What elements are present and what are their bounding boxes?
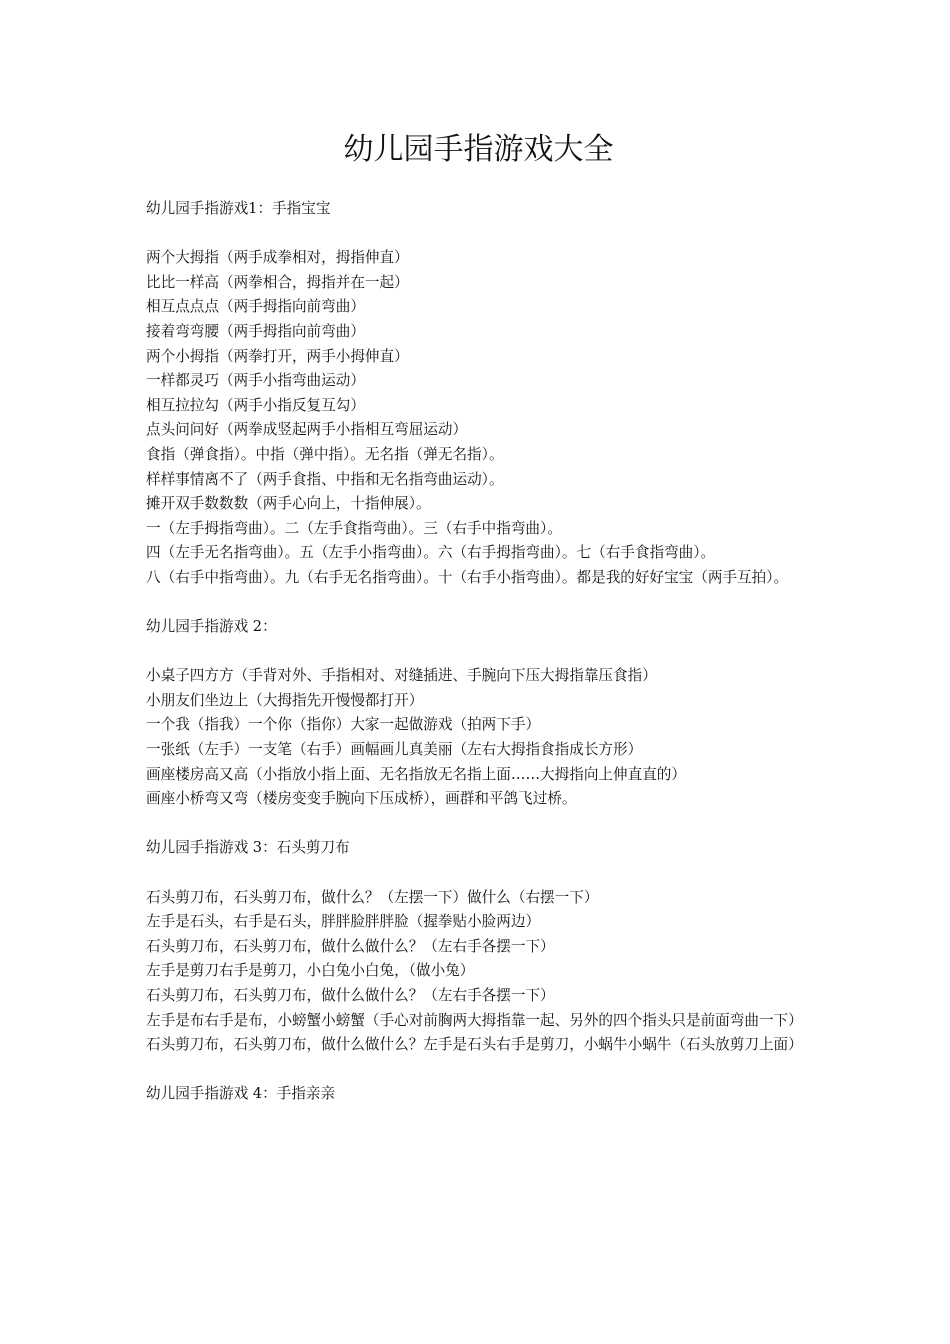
text-line: 左手是布右手是布，小螃蟹小螃蟹（手心对前胸两大拇指靠一起、另外的四个指头只是前面弯曲一下）: [146, 1011, 803, 1029]
section-heading: [146, 1082, 811, 1107]
text-line: 石头剪刀布，石头剪刀布，做什么做什么？左手是石头右手是剪刀，小蜗牛小蜗牛（石头放剪刀上面）: [146, 1036, 803, 1054]
section-lines: [146, 246, 811, 590]
text-line: 八（右手中指弯曲）。九（右手无名指弯曲）。十（右手小指弯曲）。都是我的好好宝宝（两手互拍）。: [146, 568, 789, 586]
text-line: 两个小拇指（两拳打开，两手小拇伸直）: [146, 347, 409, 365]
section-game-3: [146, 836, 811, 1057]
section-heading-rest: 幼儿园手指游戏 4：手指亲亲: [146, 1085, 336, 1103]
section-heading: [146, 197, 811, 222]
section-heading-rest: 幼儿园手指游戏 2：: [146, 618, 277, 636]
text-line: 一张纸（左手）一支笔（右手）画幅画儿真美丽（左右大拇指食指成长方形）: [146, 741, 643, 759]
section-heading-rest: 1：手指宝宝: [248, 200, 331, 217]
text-line: 石头剪刀布，石头剪刀布，做什么？（左摆一下）做什么（右摆一下）: [146, 888, 599, 906]
text-line: 一个我（指我）一个你（指你）大家一起做游戏（拍两下手）: [146, 716, 541, 734]
text-line: 四（左手无名指弯曲）。五（左手小指弯曲）。六（右手拇指弯曲）。七（右手食指弯曲）。: [146, 544, 716, 562]
text-line: 左手是剪刀右手是剪刀，小白兔小白兔，（做小兔）: [146, 962, 475, 980]
section-heading-lead: 幼儿园手指游戏: [146, 200, 249, 217]
text-line: 比比一样高（两拳相合，拇指并在一起）: [146, 273, 409, 291]
section-lines: [146, 664, 811, 812]
document-body: [146, 197, 811, 1132]
section-game-1: [146, 197, 811, 591]
section-game-2: [146, 615, 811, 812]
text-line: 接着弯弯腰（两手拇指向前弯曲）: [146, 322, 365, 340]
text-line: 画座小桥弯又弯（楼房变变手腕向下压成桥），画群和平鸽飞过桥。: [146, 790, 577, 808]
text-line: 小桌子四方方（手背对外、手指相对、对缝插进、手腕向下压大拇指靠压食指）: [146, 667, 657, 685]
text-line: 石头剪刀布，石头剪刀布，做什么做什么？（左右手各摆一下）: [146, 937, 555, 955]
text-line: 相互拉拉勾（两手小指反复互勾）: [146, 396, 365, 414]
section-lines: [146, 886, 811, 1058]
section-heading-rest: 幼儿园手指游戏 3：石头剪刀布: [146, 839, 350, 857]
text-line: 摊开双手数数数（两手心向上，十指伸展）。: [146, 495, 431, 513]
text-line: 食指（弹食指）。中指（弹中指）。无名指（弹无名指）。: [146, 445, 504, 463]
text-line: 相互点点点（两手拇指向前弯曲）: [146, 298, 365, 316]
document-title: 幼儿园手指游戏大全: [343, 132, 614, 167]
section-game-4: [146, 1082, 811, 1107]
text-line: 点头问问好（两拳成竖起两手小指相互弯屈运动）: [146, 421, 468, 439]
text-line: 样样事情离不了（两手食指、中指和无名指弯曲运动）。: [146, 470, 504, 488]
text-line: 画座楼房高又高（小指放小指上面、无名指放无名指上面……大拇指向上伸直直的）: [146, 765, 686, 783]
text-line: 小朋友们坐边上（大拇指先开慢慢都打开）: [146, 691, 424, 709]
text-line: 左手是石头，右手是石头，胖胖脸胖胖脸（握拳贴小脸两边）: [146, 913, 541, 931]
text-line: 石头剪刀布，石头剪刀布，做什么做什么？（左右手各摆一下）: [146, 987, 555, 1004]
text-line: 一样都灵巧（两手小指弯曲运动）: [146, 372, 365, 390]
section-heading: [146, 836, 811, 861]
text-line: 一（左手拇指弯曲）。二（左手食指弯曲）。三（右手中指弯曲）。: [146, 519, 562, 537]
section-heading: [146, 615, 811, 640]
text-line: 两个大拇指（两手成拳相对，拇指伸直）: [146, 249, 409, 267]
